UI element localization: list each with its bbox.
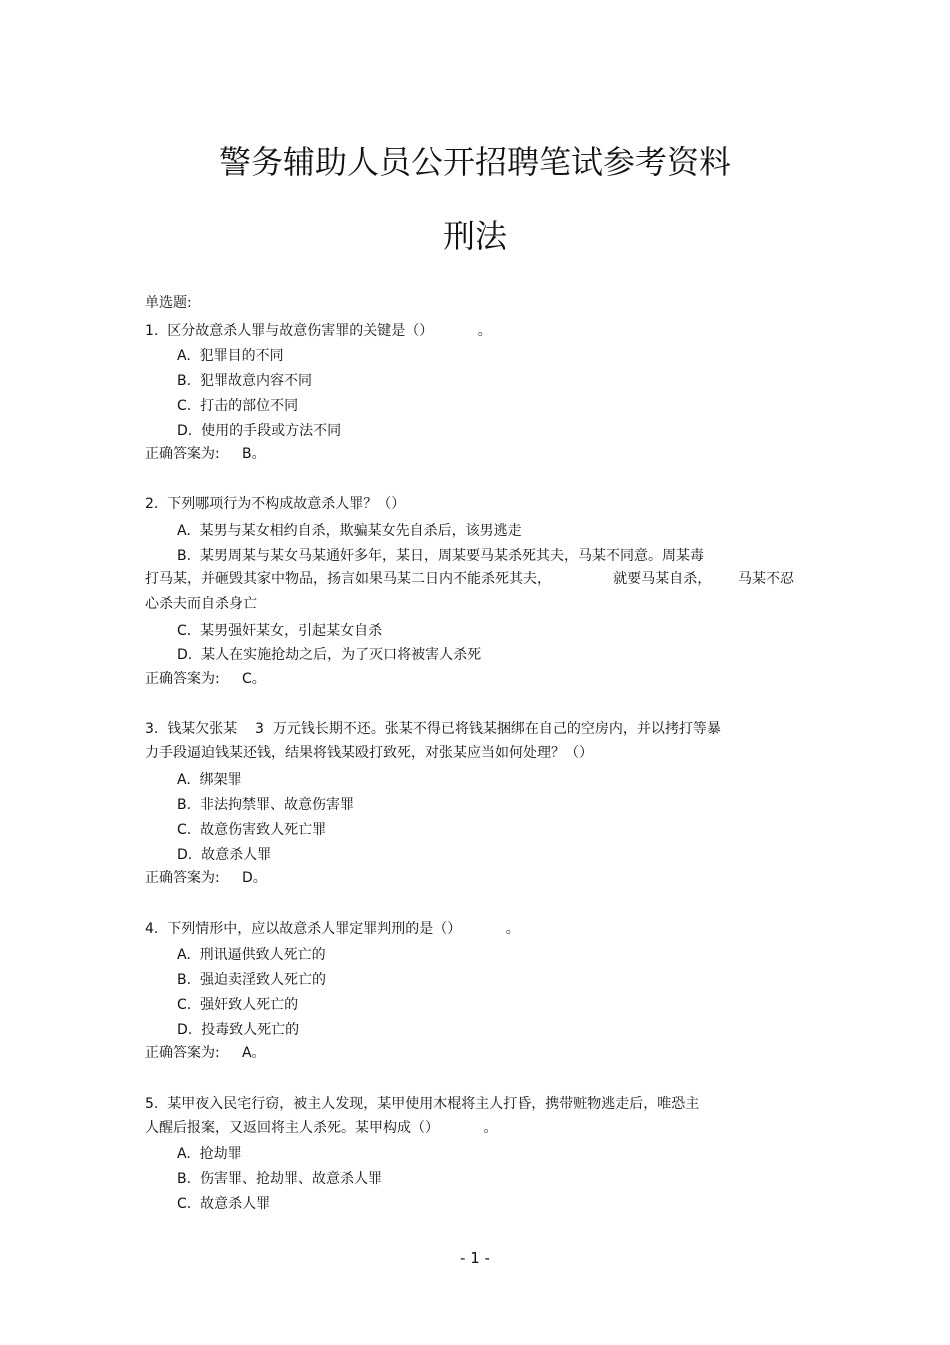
question-3-option-b: B. 非法拘禁罪、故意伤害罪: [177, 797, 354, 813]
document-subtitle: 刑法: [442, 217, 507, 255]
question-3-option-c: C. 故意伤害致人死亡罪: [177, 822, 327, 838]
question-3-stem-continued: 力手段逼迫钱某还钱，结果将钱某殴打致死，对张某应当如何处理？（）: [145, 745, 593, 761]
question-1-option-b: B. 犯罪故意内容不同: [177, 373, 312, 389]
question-5-stem-continued: 人醒后报案，又返回将主人杀死。某甲构成（） 。: [145, 1120, 498, 1136]
question-5-option-b: B. 伤害罪、抢劫罪、故意杀人罪: [177, 1171, 382, 1187]
question-2-option-c: C. 某男强奸某女，引起某女自杀: [177, 623, 383, 639]
question-5-stem: 5. 某甲夜入民宅行窃，被主人发现，某甲使用木棍将主人打昏，携带赃物逃走后，唯恐主: [145, 1096, 700, 1112]
question-3-stem: 3. 钱某欠张某 3 万元钱长期不还。张某不得已将钱某捆绑在自己的空房内，并以拷打等暴: [145, 721, 721, 737]
question-2-option-d: D. 某人在实施抢劫之后，为了灭口将被害人杀死: [177, 647, 482, 663]
question-2-option-b: B. 某男周某与某女马某通奸多年，某日，周某要马某杀死其夫，马某不同意。周某毒: [177, 548, 704, 564]
question-4-option-b: B. 强迫卖淫致人死亡的: [177, 972, 326, 988]
question-4-answer: 正确答案为: A。: [145, 1045, 266, 1061]
question-2-stem: 2. 下列哪项行为不构成故意杀人罪？（）: [145, 496, 406, 512]
question-4-option-d: D. 投毒致人死亡的: [177, 1022, 300, 1038]
question-1-option-d: D. 使用的手段或方法不同: [177, 423, 342, 439]
question-2-option-b-continued: 打马某，并砸毁其家中物品，扬言如果马某二日内不能杀死其夫， 就要马某自杀， 马某不忍: [145, 571, 795, 587]
question-2-option-a: A. 某男与某女相约自杀，欺骗某女先自杀后，该男逃走: [177, 523, 522, 539]
question-1-option-c: C. 打击的部位不同: [177, 398, 299, 414]
question-5-option-a: A. 抢劫罪: [177, 1146, 242, 1162]
section-heading: 单选题:: [145, 295, 192, 311]
question-3-answer: 正确答案为: D。: [145, 870, 267, 886]
question-1-answer: 正确答案为: B。: [145, 446, 266, 462]
question-4-stem: 4. 下列情形中，应以故意杀人罪定罪判刑的是（） 。: [145, 921, 520, 937]
question-3-option-d: D. 故意杀人罪: [177, 847, 272, 863]
page-number: - 1 -: [460, 1249, 490, 1267]
question-2-option-b-continued: 心杀夫而自杀身亡: [145, 596, 257, 612]
question-4-option-a: A. 刑讯逼供致人死亡的: [177, 947, 326, 963]
question-5-option-c: C. 故意杀人罪: [177, 1196, 271, 1212]
document-title: 警务辅助人员公开招聘笔试参考资料: [218, 143, 731, 181]
question-2-answer: 正确答案为: C。: [145, 671, 266, 687]
question-1-stem: 1. 区分故意杀人罪与故意伤害罪的关键是（） 。: [145, 323, 492, 339]
question-1-option-a: A. 犯罪目的不同: [177, 348, 284, 364]
question-4-option-c: C. 强奸致人死亡的: [177, 997, 299, 1013]
question-3-option-a: A. 绑架罪: [177, 772, 242, 788]
